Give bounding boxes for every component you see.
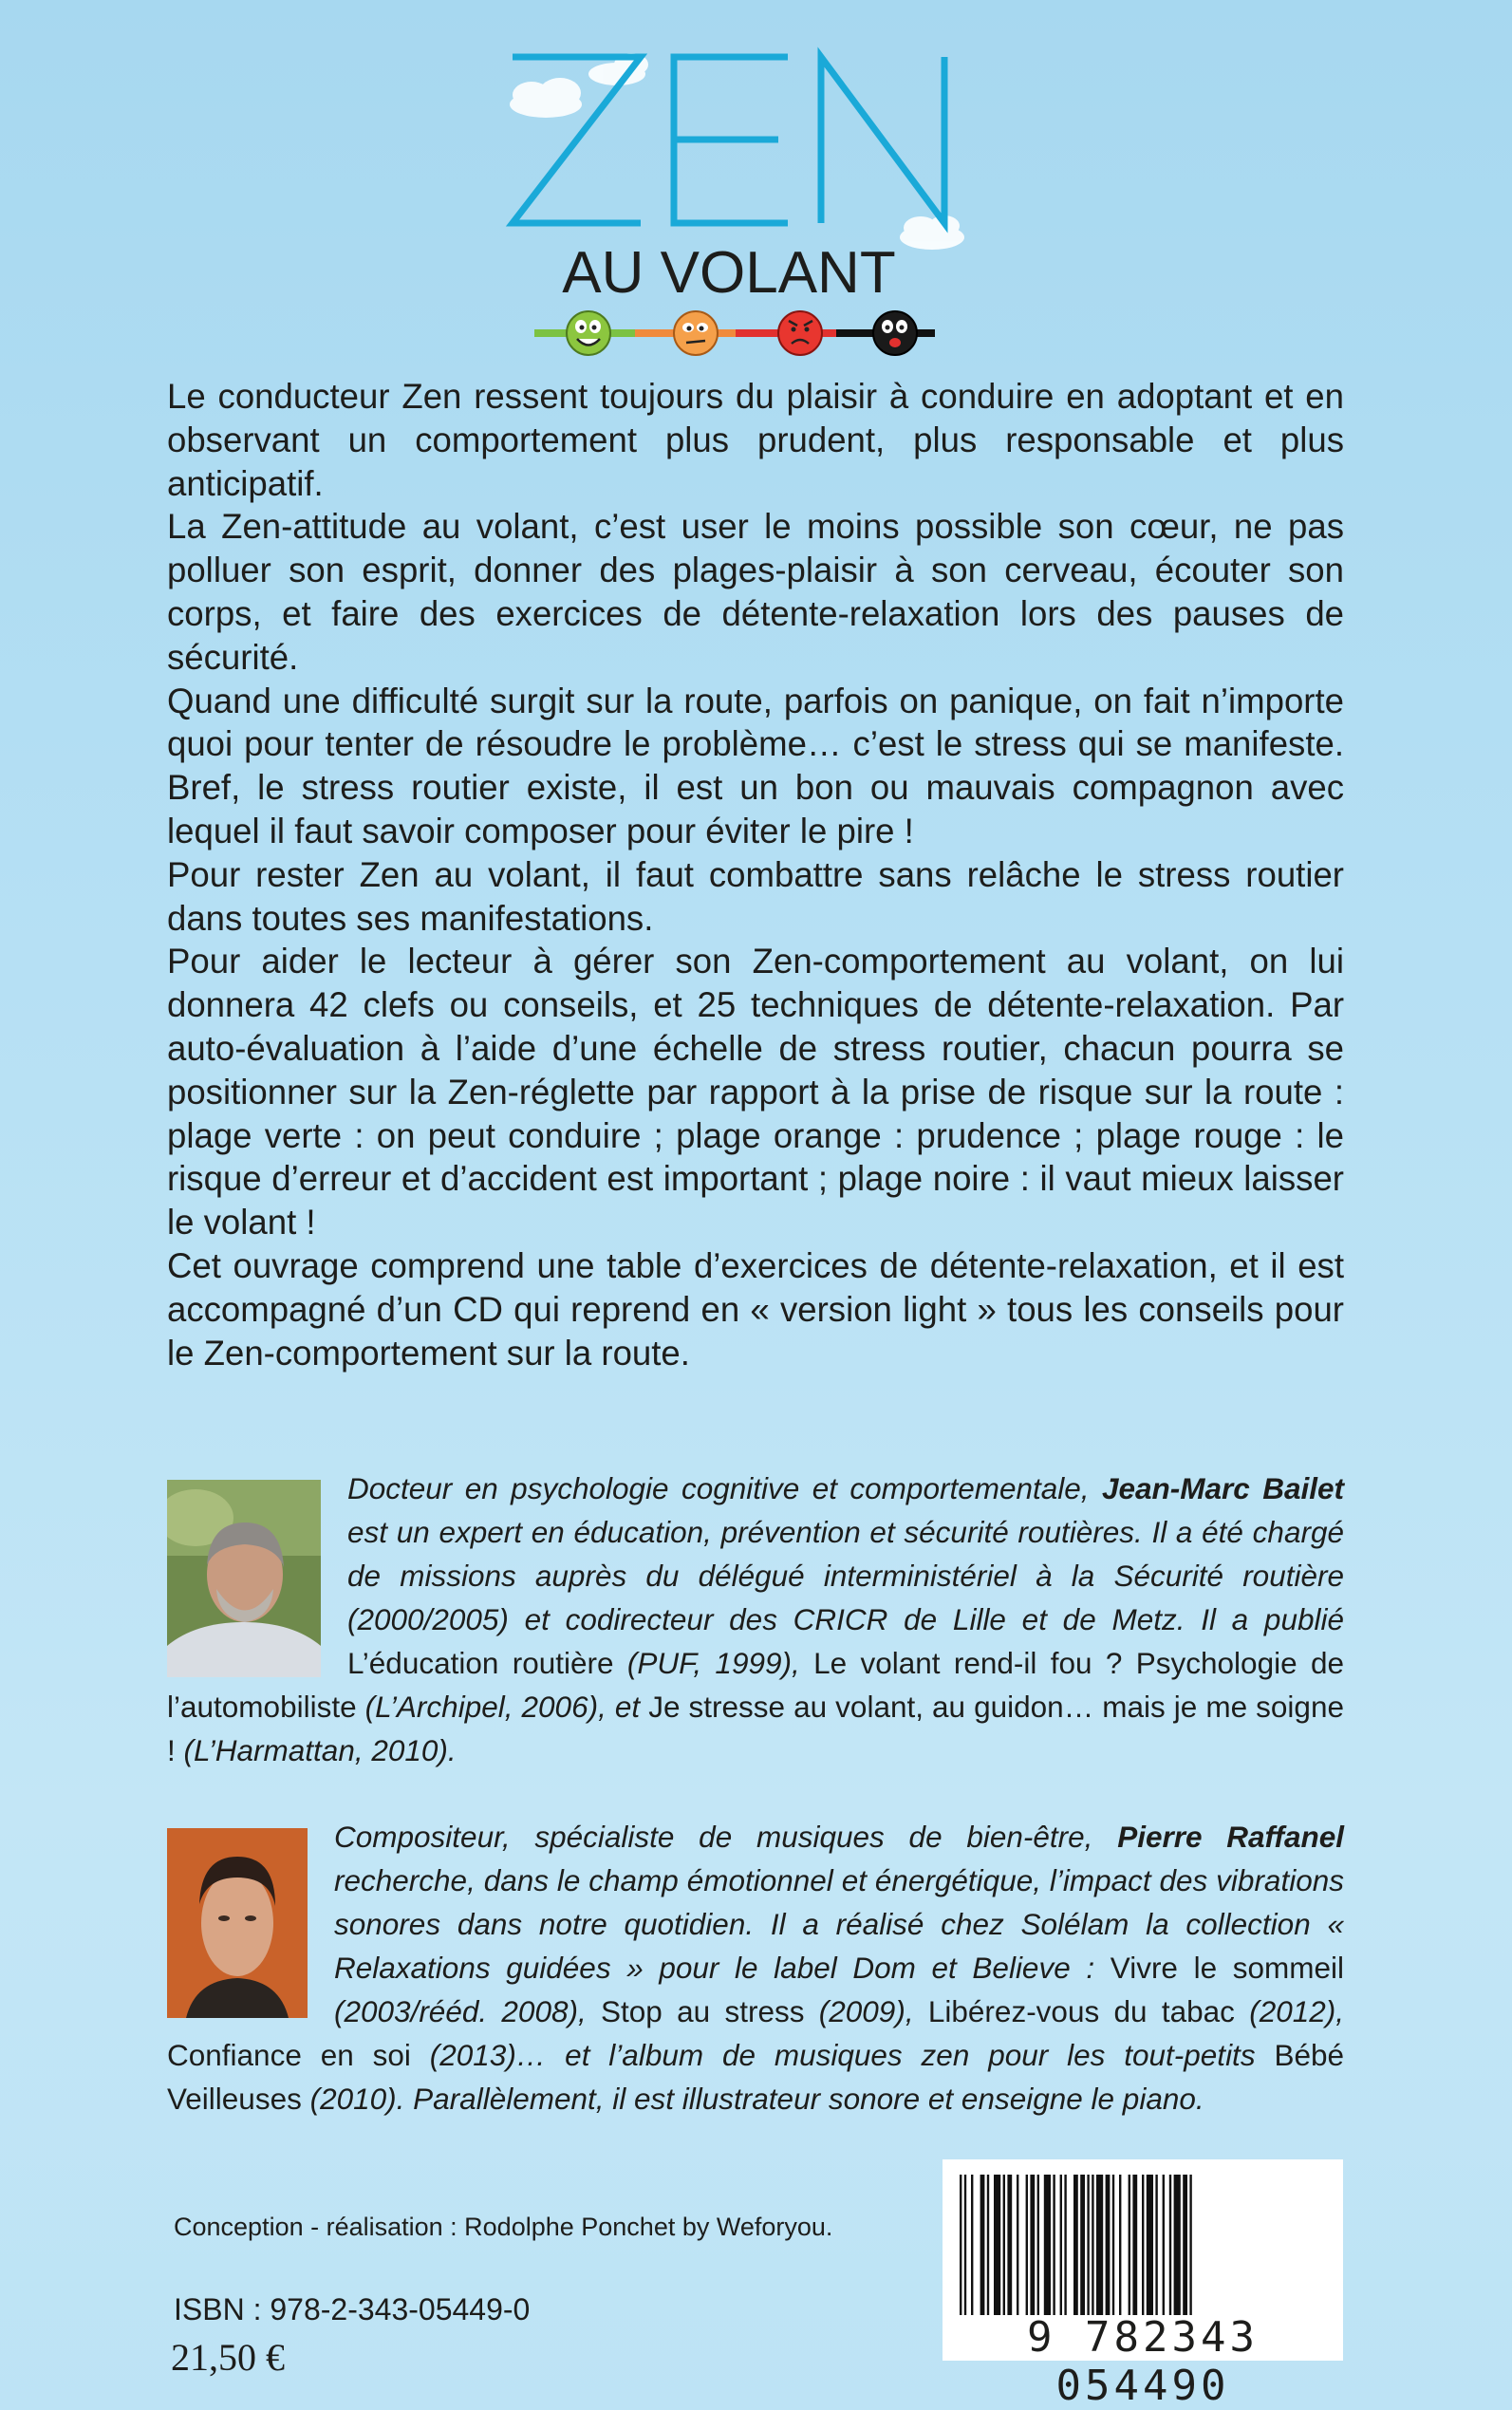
barcode-bar [1030, 2175, 1035, 2315]
worried-face-icon [674, 311, 718, 355]
price: 21,50 € [171, 2336, 285, 2379]
bio-text: (2003/rééd. 2008), [334, 1994, 602, 2028]
album-title: Stop au stress [601, 1994, 805, 2028]
barcode [943, 2159, 1343, 2410]
logo-title [513, 57, 944, 223]
barcode-bar [1044, 2175, 1051, 2315]
panic-face-icon [873, 311, 917, 355]
album-title: Libérez-vous du tabac [927, 1994, 1235, 2028]
author-bio-bailet [167, 1467, 1344, 1772]
author-name: Jean-Marc Bailet [1101, 1471, 1344, 1505]
angry-face-icon [778, 311, 822, 355]
album-title: Bébé Veilleuses [167, 2038, 1345, 2116]
album-title: Vivre le sommeil [1110, 1951, 1344, 1985]
bio-text: est un expert en éducation, prévention et sécurité routières. Il a été chargé de missions auprès du délégué interministériel à la Sécurité routière (2000/2005) et codirecteur des CRICR de Lille et de Metz. Il a publié [347, 1515, 1344, 1636]
barcode-bar [1106, 2175, 1111, 2315]
barcode-bar [1132, 2175, 1137, 2315]
barcode-bar [1060, 2175, 1062, 2315]
cloud-icon [510, 78, 582, 118]
barcode-bar [1189, 2175, 1191, 2315]
paragraph: La Zen-attitude au volant, c’est user le moins possible son cœur, ne pas polluer son esprit, donner des plages-plaisir à son cerveau, écouter son corps, et faire des exercices de détente-relaxation lors des pauses de sécurité. [167, 507, 1344, 677]
author-photo-bailet [167, 1480, 321, 1677]
barcode-bar [1119, 2175, 1121, 2315]
barcode-bar [1092, 2175, 1093, 2315]
paragraph: Cet ouvrage comprend une table d’exercices de détente-relaxation, et il est accompagné d’un CD qui reprend en « version light » tous les conseils pour le Zen-comportement sur la route. [167, 1245, 1344, 1373]
barcode-bar [1003, 2175, 1005, 2315]
barcode-bar [1112, 2175, 1114, 2315]
barcode-bar [980, 2175, 985, 2315]
book-title: Le volant rend-il fou ? Psychologie de l’automobiliste [167, 1646, 1344, 1724]
book-title: L’éducation routière [347, 1646, 614, 1680]
happy-face-icon [567, 311, 610, 355]
design-credits: Conception - réalisation : Rodolphe Ponchet by Weforyou. [174, 2213, 833, 2241]
paragraph: Quand une difficulté surgit sur la route, parfois on panique, on fait n’importe quoi pour tenter de résoudre le problème… c’est le stress qui se manifeste. Bref, le stress routier existe, il est un bon ou mauvais compagnon avec lequel il faut savoir composer pour éviter le pire ! [167, 681, 1344, 850]
barcode-bar [994, 2175, 1000, 2315]
barcode-bar [1169, 2175, 1171, 2315]
cloud-icon [900, 215, 964, 250]
barcode-bar [971, 2175, 973, 2315]
barcode-digits: 9 782343 054490 [1027, 2313, 1259, 2410]
barcode-bar [1155, 2175, 1157, 2315]
barcode-bar [1064, 2175, 1066, 2315]
barcode-bar [964, 2175, 966, 2315]
barcode-bar [1129, 2175, 1130, 2315]
bio-text: (2012), [1234, 1994, 1345, 2028]
back-cover-text [167, 375, 1344, 1374]
bio-text: (2010). Parallèlement, il est illustrateur sonore et enseigne le piano. [301, 2082, 1204, 2116]
barcode-bar [1037, 2175, 1039, 2315]
barcode-bar [960, 2175, 961, 2315]
barcode-bar [1017, 2175, 1018, 2315]
bio-text: (2013)… et l’album de musiques zen pour les tout-petits [410, 2038, 1275, 2072]
bio-text: Compositeur, spécialiste de musiques de bien-être, [334, 1820, 1118, 1854]
barcode-bar [1087, 2175, 1089, 2315]
author-photo-raffanel [167, 1828, 308, 2018]
bio-text: (L’Archipel, 2006), et [356, 1690, 649, 1724]
logo-subtitle: AU VOLANT [562, 240, 896, 306]
barcode-bar [1073, 2175, 1078, 2315]
barcode-bar [1174, 2175, 1181, 2315]
barcode-bar [987, 2175, 989, 2315]
bio-text: (PUF, 1999), [613, 1646, 814, 1680]
isbn: ISBN : 978-2-343-05449-0 [174, 2292, 531, 2326]
author-bio-raffanel [167, 1815, 1344, 2120]
bio-text: (2009), [804, 1994, 928, 2028]
barcode-bar [1183, 2175, 1187, 2315]
barcode-bar [1080, 2175, 1085, 2315]
barcode-bar [1053, 2175, 1055, 2315]
bio-text: recherche, dans le champ émotionnel et énergétique, l’impact des vibrations sonores dans notre quotidien. Il a réalisé chez Solélam la collection « Relaxations guidées » pour le label Dom et Believe : [334, 1863, 1344, 1985]
barcode-bar [1007, 2175, 1012, 2315]
barcode-bar [1026, 2175, 1028, 2315]
zen-au-volant-logo [494, 38, 968, 361]
paragraph: Pour rester Zen au volant, il faut combattre sans relâche le stress routier dans toutes ses manifestations. [167, 854, 1344, 938]
album-title: Confiance en soi [167, 2038, 411, 2072]
barcode-bar [1147, 2175, 1153, 2315]
bio-text: (L’Harmattan, 2010). [175, 1733, 457, 1767]
book-title: Je stresse au volant, au guidon… mais je me soigne ! [167, 1690, 1344, 1767]
barcode-bar [1096, 2175, 1103, 2315]
paragraph: Pour aider le lecteur à gérer son Zen-comportement au volant, on lui donnera 42 clefs ou conseils, et 25 techniques de détente-relaxation. Par auto-évaluation à l’aide d’une échelle de stress routier, chacun pourra se positionner sur la Zen-réglette par rapport à la prise de risque sur la route : plage verte : on peut conduire ; plage orange : prudence ; plage rouge : le risque d’erreur et d’accident est important ; plage noire : il vaut mieux laisser le volant ! [167, 942, 1344, 1242]
barcode-bar [1163, 2175, 1165, 2315]
bio-text: Docteur en psychologie cognitive et comportementale, [347, 1471, 1102, 1505]
barcode-bar [1142, 2175, 1144, 2315]
paragraph: Le conducteur Zen ressent toujours du plaisir à conduire en adoptant et en observant un comportement plus prudent, plus responsable et plus anticipatif. [167, 377, 1344, 503]
author-name: Pierre Raffanel [1117, 1820, 1344, 1854]
barcode-bars [960, 2175, 1326, 2315]
